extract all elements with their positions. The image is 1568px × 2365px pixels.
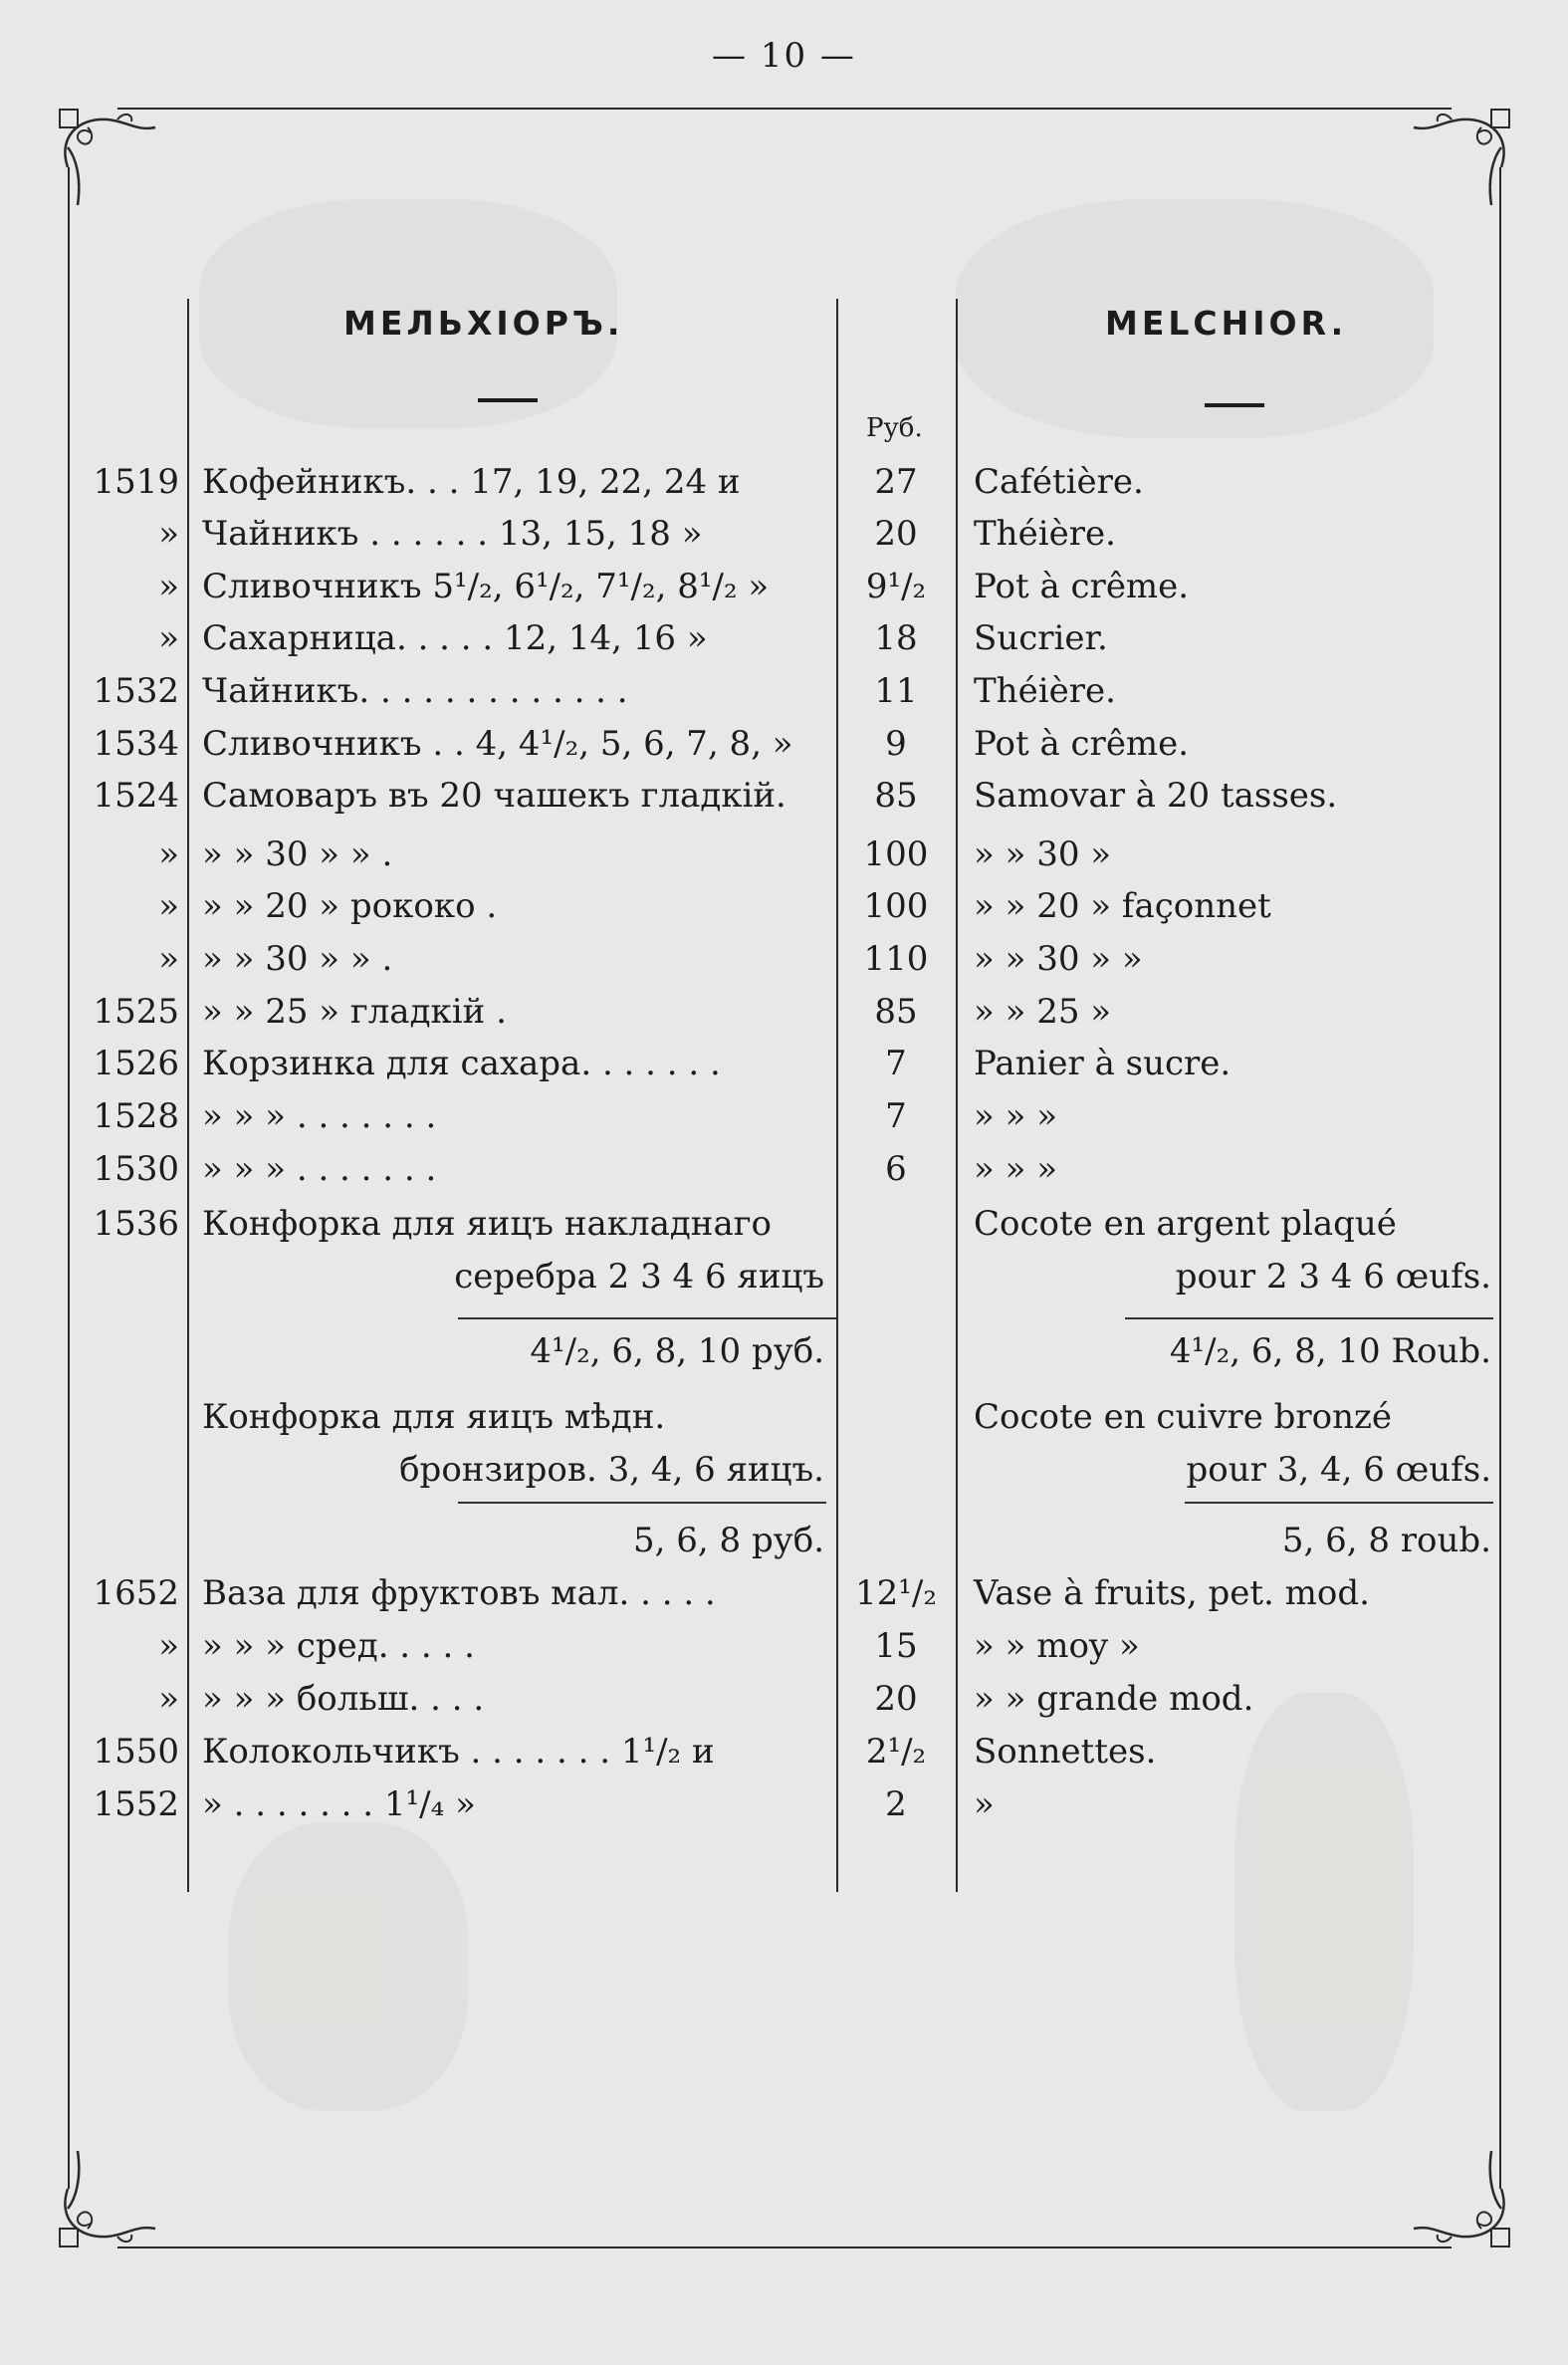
french-description: » » » bbox=[974, 1149, 1058, 1189]
french-description: Sucrier. bbox=[974, 618, 1108, 658]
russian-description: » » 20 » рококо . bbox=[202, 886, 498, 926]
price-value: 27 bbox=[874, 462, 918, 502]
russian-description: Корзинка для сахара. . . . . . . bbox=[202, 1044, 721, 1083]
russian-description: Чайникъ . . . . . . 13, 15, 18 » bbox=[202, 514, 703, 554]
item-number: 1534 bbox=[93, 724, 179, 764]
price-value: 2 bbox=[885, 1784, 907, 1824]
russian-description: » » » . . . . . . . bbox=[202, 1149, 437, 1189]
french-description: 5, 6, 8 roub. bbox=[1281, 1521, 1491, 1560]
table-row bbox=[0, 1673, 1568, 1725]
russian-description: Конфорка для яицъ накладнаго bbox=[202, 1204, 773, 1244]
table-row bbox=[0, 880, 1568, 932]
french-description: Pot à crême. bbox=[974, 567, 1190, 606]
russian-description: Ваза для фруктовъ мал. . . . . bbox=[202, 1573, 716, 1613]
russian-description: » » » больш. . . . bbox=[202, 1679, 485, 1719]
russian-description: 5, 6, 8 руб. bbox=[633, 1521, 824, 1560]
russian-description: бронзиров. 3, 4, 6 яицъ. bbox=[399, 1450, 824, 1490]
item-number: » bbox=[158, 1679, 179, 1719]
table-row bbox=[0, 456, 1568, 508]
french-title: MELCHIOR. bbox=[1105, 304, 1348, 343]
table-row bbox=[0, 1325, 1568, 1377]
price-value: 20 bbox=[874, 514, 918, 554]
russian-description: Сливочникъ 5¹/₂, 6¹/₂, 7¹/₂, 8¹/₂ » bbox=[202, 567, 770, 606]
item-number: 1526 bbox=[93, 1044, 179, 1083]
russian-description: » » 30 » » . bbox=[202, 939, 393, 979]
table-row bbox=[0, 508, 1568, 560]
item-number: 1550 bbox=[93, 1732, 179, 1772]
russian-description: Конфорка для яицъ мѣдн. bbox=[202, 1397, 666, 1437]
price-value: 85 bbox=[874, 992, 918, 1032]
table-row bbox=[0, 828, 1568, 880]
price-value: 7 bbox=[885, 1096, 907, 1136]
item-number: » bbox=[158, 618, 179, 658]
table-row bbox=[0, 1391, 1568, 1443]
item-number: 1532 bbox=[93, 671, 179, 711]
item-number: 1528 bbox=[93, 1096, 179, 1136]
table-rule bbox=[1125, 1317, 1493, 1319]
russian-description: » » » сред. . . . . bbox=[202, 1626, 475, 1666]
table-row bbox=[0, 1778, 1568, 1830]
item-number: » bbox=[158, 939, 179, 979]
russian-description: » » » . . . . . . . bbox=[202, 1096, 437, 1136]
item-number: 1652 bbox=[93, 1573, 179, 1613]
french-description: Sonnettes. bbox=[974, 1732, 1157, 1772]
table-row bbox=[0, 1444, 1568, 1496]
french-description: Cocote en argent plaqué bbox=[974, 1204, 1397, 1244]
item-number: » bbox=[158, 514, 179, 554]
table-rule bbox=[1185, 1502, 1493, 1504]
french-description: » » 20 » façonnet bbox=[974, 886, 1271, 926]
russian-description: 4¹/₂, 6, 8, 10 руб. bbox=[530, 1331, 824, 1371]
french-description: 4¹/₂, 6, 8, 10 Roub. bbox=[1169, 1331, 1491, 1371]
item-number: 1524 bbox=[93, 776, 179, 816]
russian-description: Чайникъ. . . . . . . . . . . . . bbox=[202, 671, 628, 711]
russian-description: Кофейникъ. . . 17, 19, 22, 24 и bbox=[202, 462, 741, 502]
table-row bbox=[0, 933, 1568, 985]
french-description: Panier à sucre. bbox=[974, 1044, 1232, 1083]
table-row bbox=[0, 561, 1568, 612]
price-value: 20 bbox=[874, 1679, 918, 1719]
russian-description: Колокольчикъ . . . . . . . 1¹/₂ и bbox=[202, 1732, 715, 1772]
russian-description: » » 30 » » . bbox=[202, 834, 393, 874]
french-description: pour 2 3 4 6 œufs. bbox=[1175, 1257, 1491, 1297]
french-description: » » grande mod. bbox=[974, 1679, 1254, 1719]
french-description: » » 25 » bbox=[974, 992, 1112, 1032]
french-description: » » moy » bbox=[974, 1626, 1140, 1666]
french-description: Vase à fruits, pet. mod. bbox=[974, 1573, 1370, 1613]
item-number: 1525 bbox=[93, 992, 179, 1032]
french-description: » » 30 » » bbox=[974, 939, 1143, 979]
table-row bbox=[0, 612, 1568, 664]
item-number: 1536 bbox=[93, 1204, 179, 1244]
item-number: » bbox=[158, 886, 179, 926]
table-rule bbox=[458, 1317, 836, 1319]
item-number: 1552 bbox=[93, 1784, 179, 1824]
price-value: 100 bbox=[863, 886, 929, 926]
french-description: Cafétière. bbox=[974, 462, 1144, 502]
price-value: 110 bbox=[863, 939, 929, 979]
corner-ornament-icon bbox=[1412, 2149, 1521, 2258]
russian-description: » » 25 » гладкiй . bbox=[202, 992, 507, 1032]
title-dash bbox=[478, 398, 538, 402]
french-description: pour 3, 4, 6 œufs. bbox=[1186, 1450, 1491, 1490]
price-value: 12¹/₂ bbox=[855, 1573, 937, 1613]
french-description: Cocote en cuivre bronzé bbox=[974, 1397, 1393, 1437]
table-row bbox=[0, 1515, 1568, 1566]
table-row bbox=[0, 1090, 1568, 1142]
corner-ornament-icon bbox=[1412, 98, 1521, 207]
french-description: Pot à crême. bbox=[974, 724, 1190, 764]
item-number: » bbox=[158, 567, 179, 606]
french-description: » bbox=[974, 1784, 995, 1824]
item-number: 1519 bbox=[93, 462, 179, 502]
french-description: Samovar à 20 tasses. bbox=[974, 776, 1338, 816]
price-value: 7 bbox=[885, 1044, 907, 1083]
french-description: Théière. bbox=[974, 514, 1116, 554]
title-dash bbox=[1205, 403, 1264, 407]
item-number: » bbox=[158, 1626, 179, 1666]
table-row bbox=[0, 718, 1568, 770]
corner-ornament-icon bbox=[48, 98, 157, 207]
table-row bbox=[0, 770, 1568, 822]
table-row bbox=[0, 986, 1568, 1038]
table-row bbox=[0, 1726, 1568, 1777]
table-rule bbox=[458, 1502, 826, 1504]
price-value: 15 bbox=[874, 1626, 918, 1666]
price-value: 6 bbox=[885, 1149, 907, 1189]
russian-description: » . . . . . . . 1¹/₄ » bbox=[202, 1784, 476, 1824]
russian-description: Сливочникъ . . 4, 4¹/₂, 5, 6, 7, 8, » bbox=[202, 724, 793, 764]
russian-description: серебра 2 3 4 6 яицъ bbox=[454, 1257, 824, 1297]
table-row bbox=[0, 1038, 1568, 1089]
item-number: 1530 bbox=[93, 1149, 179, 1189]
table-row bbox=[0, 1251, 1568, 1302]
price-value: 11 bbox=[874, 671, 918, 711]
french-description: » » » bbox=[974, 1096, 1058, 1136]
table-row bbox=[0, 1143, 1568, 1195]
corner-ornament-icon bbox=[48, 2149, 157, 2258]
page-number: — 10 — bbox=[712, 36, 856, 76]
price-value: 2¹/₂ bbox=[865, 1732, 927, 1772]
russian-title: МЕЛЬХIОРЪ. bbox=[343, 304, 624, 343]
russian-description: Самоваръ въ 20 чашекъ гладкiй. bbox=[202, 776, 786, 816]
french-description: Théière. bbox=[974, 671, 1116, 711]
price-unit-label: Руб. bbox=[866, 413, 923, 443]
price-value: 100 bbox=[863, 834, 929, 874]
table-row bbox=[0, 1620, 1568, 1672]
french-description: » » 30 » bbox=[974, 834, 1112, 874]
item-number: » bbox=[158, 834, 179, 874]
price-value: 18 bbox=[874, 618, 918, 658]
price-value: 9¹/₂ bbox=[865, 567, 927, 606]
table-row bbox=[0, 1567, 1568, 1619]
price-value: 9 bbox=[885, 724, 907, 764]
russian-description: Сахарница. . . . . 12, 14, 16 » bbox=[202, 618, 708, 658]
table-row bbox=[0, 1198, 1568, 1250]
price-value: 85 bbox=[874, 776, 918, 816]
table-row bbox=[0, 665, 1568, 717]
